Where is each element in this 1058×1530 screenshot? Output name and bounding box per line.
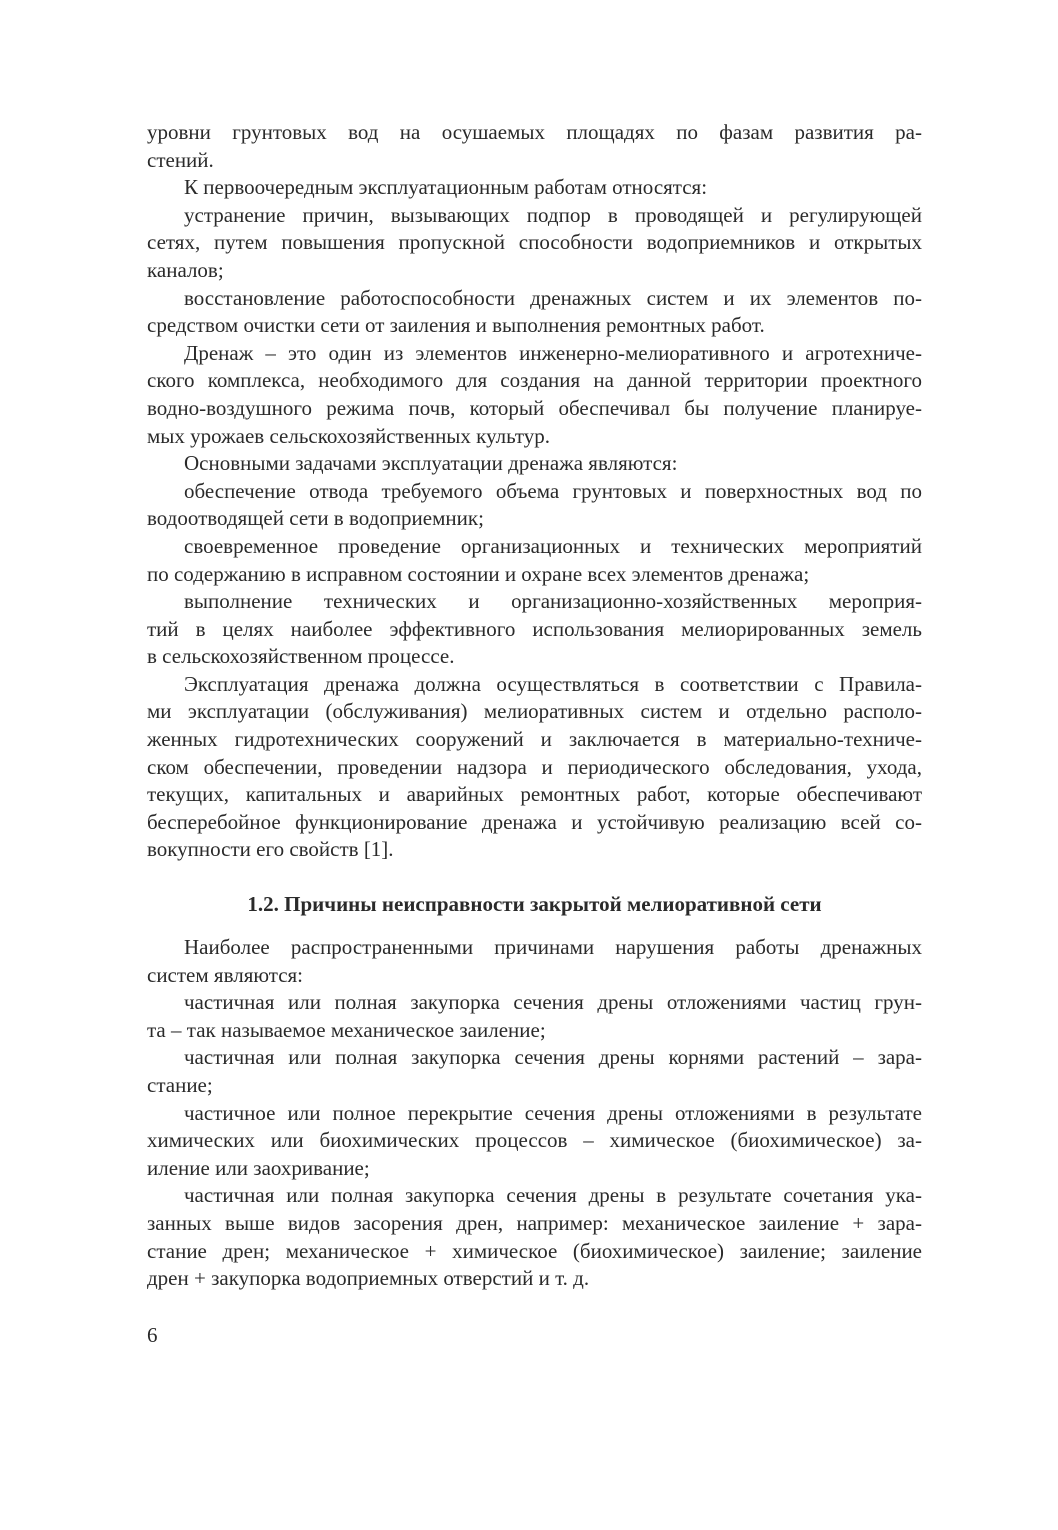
body-text-top [147, 119, 922, 864]
paragraph [147, 989, 922, 1044]
text-line: мых урожаев сельскохозяйственных культур. [147, 423, 551, 448]
text-line: систем являются: [147, 962, 304, 987]
text-line: в сельскохозяйственном процессе. [147, 644, 455, 669]
paragraph [147, 671, 922, 864]
paragraph [147, 1182, 922, 1292]
text-line: устранение причин, вызывающих подпор в проводящей и регулирующей [184, 202, 922, 227]
paragraph [147, 119, 922, 174]
paragraph [147, 478, 922, 533]
text-line: выполнение технических и организационно-хозяйственных мероприя- [184, 589, 922, 614]
page-number: 6 [147, 1323, 158, 1347]
text-line: занных выше видов засорения дрен, например: механическое заиление + зара- [147, 1210, 922, 1235]
body-text-bottom [147, 934, 922, 1293]
text-line: бесперебойное функционирование дренажа и устойчивую реализацию всей со- [147, 809, 922, 834]
text-line: обеспечение отвода требуемого объема грунтовых и поверхностных вод по [184, 478, 922, 503]
text-line: Наиболее распространенными причинами нарушения работы дренажных [184, 935, 922, 959]
text-line: восстановление работоспособности дренажных систем и их элементов по- [184, 285, 922, 310]
paragraph [147, 1044, 922, 1099]
text-line: частичная или полная закупорка сечения дрены отложениями частиц грун- [184, 990, 922, 1015]
text-line: тий в целях наиболее эффективного использования мелиорированных земель [147, 616, 922, 641]
text-line: дрен + закупорка водоприемных отверстий и т. д. [147, 1266, 590, 1291]
text-line: стание; [147, 1072, 213, 1097]
text-line: К первоочередным эксплуатационным работам относятся: [184, 175, 708, 200]
text-line: Эксплуатация дренажа должна осуществляться в соответствии с Правила- [184, 671, 922, 696]
text-line: химических или биохимических процессов – химическое (биохимическое) за- [147, 1128, 922, 1153]
text-line: ского комплекса, необходимого для создания на данной территории проектного [147, 368, 922, 393]
text-line: ском обеспечении, проведении надзора и периодического обследования, ухода, [147, 754, 922, 779]
paragraph [147, 934, 922, 989]
text-line: своевременное проведение организационных и технических мероприятий [184, 533, 922, 558]
paragraph [147, 533, 922, 588]
text-line: частичная или полная закупорка сечения дрены в результате сочетания ука- [184, 1183, 922, 1208]
text-line: женных гидротехнических сооружений и заключается в материально-техниче- [147, 727, 922, 752]
text-line: водоотводящей сети в водоприемник; [147, 506, 484, 531]
text-line: стений. [147, 147, 214, 172]
text-line: стание дрен; механическое + химическое (биохимическое) заиление; заиление [147, 1238, 922, 1263]
paragraph [147, 285, 922, 340]
text-line: по содержанию в исправном состоянии и охране всех элементов дренажа; [147, 561, 810, 586]
text-line: уровни грунтовых вод на осушаемых площадях по фазам развития ра- [147, 120, 922, 144]
paragraph [147, 202, 922, 285]
paragraph [147, 1100, 922, 1183]
paragraph [147, 588, 922, 671]
text-line: Дренаж – это один из элементов инженерно-мелиоративного и агротехниче- [184, 340, 922, 365]
text-line: вокупности его свойств [1]. [147, 837, 394, 862]
paragraph [147, 450, 922, 478]
paragraph [147, 174, 922, 202]
text-line: частичная или полная закупорка сечения дрены корнями растений – зара- [184, 1045, 922, 1070]
text-line: ми эксплуатации (обслуживания) мелиоративных систем и отдельно располо- [147, 699, 922, 724]
text-line: каналов; [147, 257, 224, 282]
paragraph [147, 340, 922, 450]
text-line: сетях, путем повышения пропускной способности водоприемников и открытых [147, 230, 922, 255]
text-line: водно-воздушного режима почв, который обеспечивал бы получение планируе- [147, 395, 922, 420]
text-line: текущих, капитальных и аварийных ремонтных работ, которые обеспечивают [147, 782, 922, 807]
text-line: иление или заохривание; [147, 1155, 370, 1180]
section-heading: 1.2. Причины неисправности закрытой мелиоративной сети [247, 892, 822, 916]
text-line: средством очистки сети от заиления и выполнения ремонтных работ. [147, 313, 765, 338]
text-line: та – так называемое механическое заиление; [147, 1017, 546, 1042]
text-line: Основными задачами эксплуатации дренажа являются: [184, 451, 678, 476]
text-line: частичное или полное перекрытие сечения дрены отложениями в результате [184, 1100, 922, 1125]
